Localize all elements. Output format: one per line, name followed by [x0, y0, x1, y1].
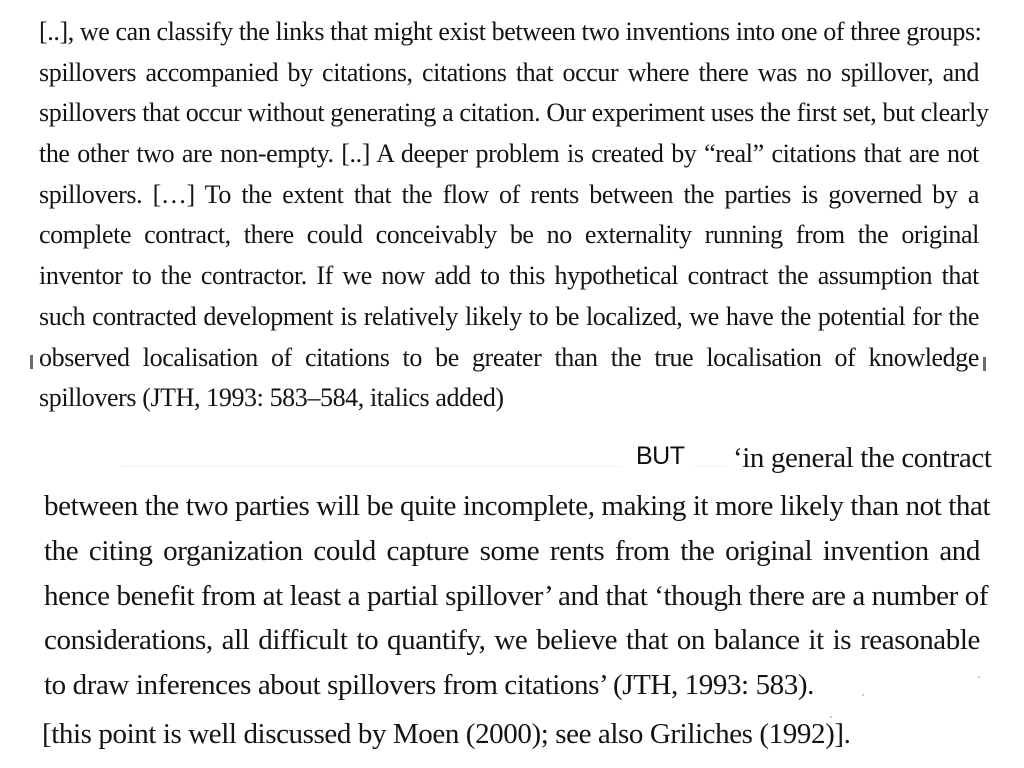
- quote-line: inventor to the contractor. If we now add to this hypothetical contract the assumption that: [39, 261, 979, 291]
- second-quote-line: to draw inferences about spillovers from citations’ (JTH, 1993: 583).: [44, 669, 814, 702]
- quote-line: observed localisation of citations to be greater than the true localisation of knowledge: [39, 342, 979, 372]
- footnote: [this point is well discussed by Moen (2000); see also Griliches (1992)].: [42, 718, 851, 750]
- second-quote-line: between the two parties will be quite incomplete, making it more likely than not that: [44, 490, 991, 522]
- quote-line: spillovers accompanied by citations, citations that occur where there was no spillover, and: [39, 57, 979, 87]
- quote-line: spillovers that occur without generating a citation. Our experiment uses the first set, but clearly: [39, 98, 989, 128]
- scan-speck: [978, 676, 980, 678]
- quote-line: complete contract, there could conceivably be no externality running from the original: [39, 220, 979, 250]
- second-quote-line: the citing organization could capture some rents from the original invention and: [44, 534, 980, 567]
- second-quote-paragraph: [44, 484, 991, 708]
- scan-speck: [862, 694, 864, 696]
- quote-line: spillovers. […] To the extent that the flow of rents between the parties is governed by a: [39, 179, 979, 209]
- but-label: BUT: [636, 442, 685, 470]
- second-quote-line: considerations, all difficult to quantify, we believe that on balance it is reasonable: [44, 624, 980, 657]
- right-margin-mark: [983, 357, 986, 371]
- quote-line: [..], we can classify the links that might exist between two inventions into one of three groups:: [39, 17, 982, 46]
- scan-speck: [830, 716, 832, 718]
- quote-line: such contracted development is relatively likely to be localized, we have the potential for the: [39, 301, 979, 331]
- quote-paragraph: [39, 12, 989, 419]
- quote-line: spillovers (JTH, 1993: 583–584, italics added): [39, 383, 504, 413]
- quote-line: the other two are non-empty. [..] A deeper problem is created by “real” citations that are not: [39, 139, 979, 169]
- left-margin-mark: [30, 355, 33, 369]
- second-quote-line: hence benefit from at least a partial spillover’ and that ‘though there are a number of: [44, 579, 989, 612]
- second-quote-start: ‘in general the contract: [733, 442, 992, 474]
- erased-text-remnant: [120, 466, 620, 469]
- erased-text-remnant: [695, 466, 725, 469]
